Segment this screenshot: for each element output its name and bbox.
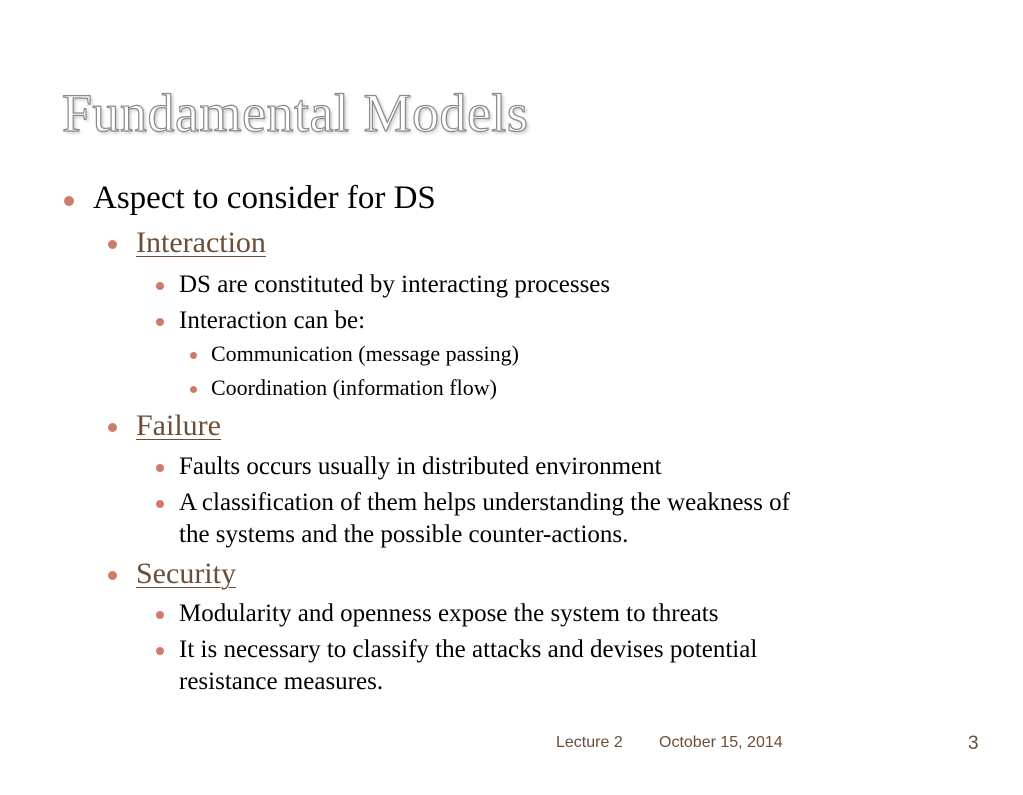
security-point-2-line-1: It is necessary to classify the attacks and devises potential (179, 636, 758, 663)
failure-link[interactable]: Failure (136, 409, 221, 442)
bullet-dot (156, 282, 164, 290)
security-point-2-line-2: resistance measures. (179, 668, 384, 695)
bullet-dot (108, 423, 117, 432)
interaction-point-1: DS are constituted by interacting processes (179, 271, 611, 298)
bullet-dot (190, 352, 197, 359)
bullet-dot (156, 647, 164, 655)
bullet-dot (156, 611, 164, 619)
slide-title: Fundamental Models (62, 83, 529, 143)
bullet-dot (108, 571, 117, 580)
footer-date: October 15, 2014 (659, 734, 783, 751)
interaction-point-2: Interaction can be: (179, 307, 366, 334)
bullet-aspect: Aspect to consider for DS (93, 180, 436, 216)
bullet-dot (156, 318, 164, 326)
bullet-dot (108, 240, 117, 249)
failure-point-2-line-1: A classification of them helps understanding the weakness of (179, 489, 790, 516)
security-point-1: Modularity and openness expose the system to threats (179, 600, 719, 627)
bullet-dot (64, 196, 74, 206)
interaction-link[interactable]: Interaction (136, 226, 266, 259)
failure-point-1: Faults occurs usually in distributed environment (179, 453, 662, 480)
bullet-dot (156, 464, 164, 472)
interaction-sub-2: Coordination (information flow) (211, 375, 497, 400)
interaction-sub-1: Communication (message passing) (211, 341, 519, 366)
failure-point-2-line-2: the systems and the possible counter-actions. (179, 521, 629, 548)
page-number: 3 (968, 733, 979, 754)
security-link[interactable]: Security (136, 557, 236, 590)
bullet-dot (156, 500, 164, 508)
bullet-dot (190, 386, 197, 393)
footer-lecture: Lecture 2 (556, 734, 623, 751)
